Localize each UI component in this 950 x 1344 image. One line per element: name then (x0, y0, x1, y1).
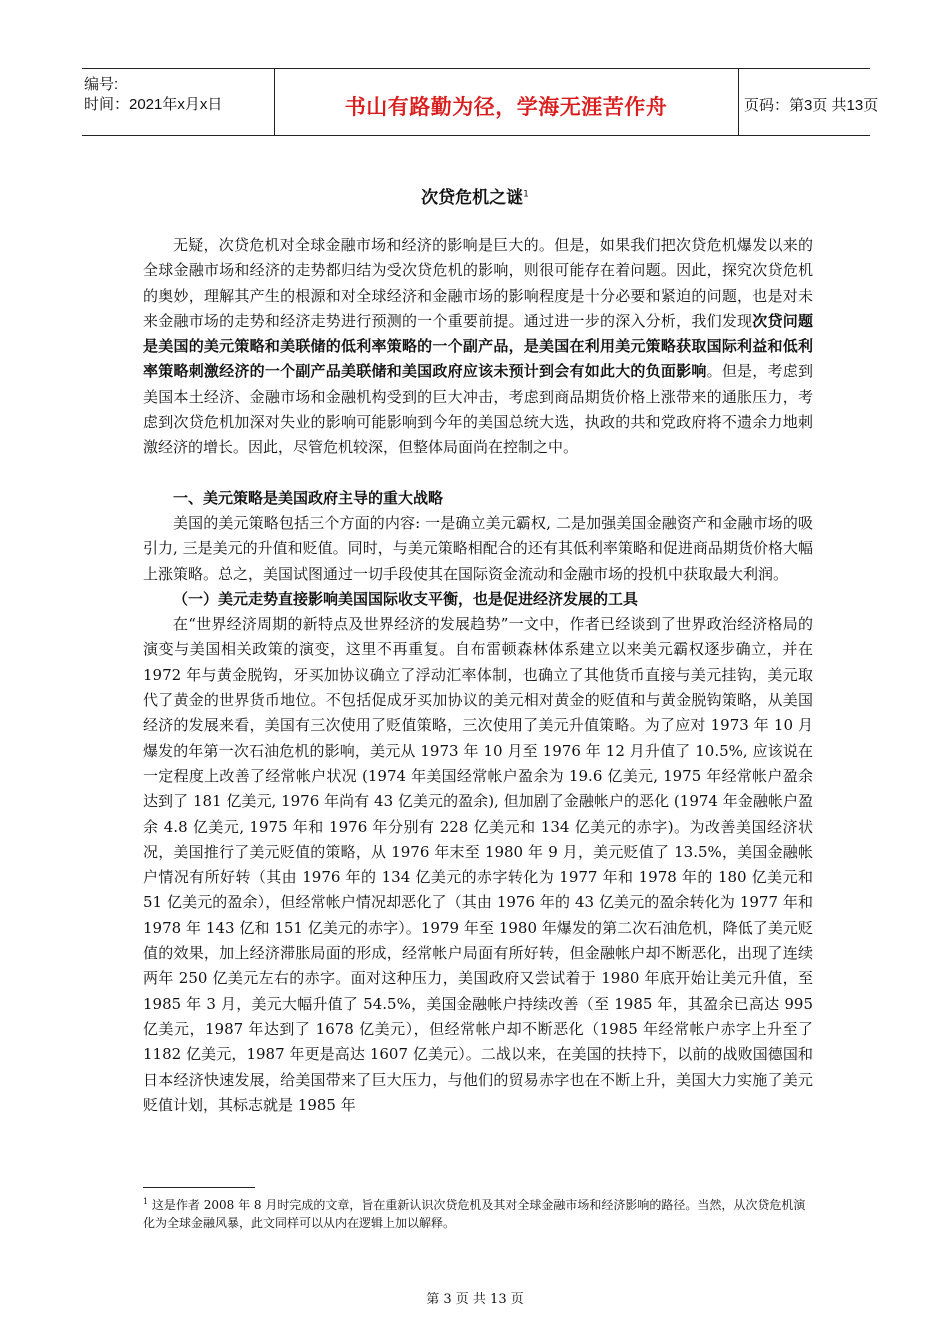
footnote (143, 1193, 808, 1232)
intro-bold: 次贷问题是美国的美元策略和美联储的低利率策略的一个副产品，是美国在利用美元策略获取国际利益和低利率策略刺激经济的一个副产品美联储和美国政府应该未预计到会有如此大的负面影响 (143, 311, 813, 381)
footnote-mark: 1 (143, 1197, 149, 1206)
page-header (82, 68, 879, 136)
section1-heading: 一、美元策略是美国政府主导的重大战略 (173, 488, 444, 507)
footnote-divider (143, 1187, 255, 1188)
header-meta-cell (82, 69, 275, 135)
header-page-label: 页码：第3页 共13页 (744, 97, 879, 114)
page-footer: 第 3 页 共 13 页 (426, 1292, 524, 1307)
header-motto-cell (274, 69, 739, 135)
title-footnote-mark: 1 (523, 189, 529, 200)
subsection1-heading: （一）美元走势直接影响美国国际收支平衡，也是促进经济发展的工具 (173, 589, 639, 608)
header-page-cell (738, 69, 879, 135)
subsection1-paragraph: 在“世界经济周期的新特点及世界经济的发展趋势”一文中，作者已经谈到了世界政治经济格局的演变与美国相关政策的演变，这里不再重复。自布雷顿森林体系建立以来美元霸权逐步确立，并在 1972 年与黄金脱钩，牙买加协议确立了浮动汇率体制，也确立了其他货币直接与美元挂钩，美元取代了黄金的世界货币地位。不包括促成牙买加协议的美元相对黄金的贬值和与黄金脱钩策略，从美国经济的发展来看，美国有三次使用了贬值策略，三次使用了美元升值策略。为了应对 1973 年 10 月爆发的年第一次石油危机的影响，美元从 1973 年 10 月至 1976 年 12 月升值了 10.5%, 应该说在一定程度上改善了经常帐户状况 (1974 年美国经常帐户盈余为 19.6 亿美元, 1975 年经常帐户盈余达到了 181 亿美元, 1976 年尚有 43 亿美元的盈余), 但加剧了金融帐户的恶化 (1974 年金融帐户盈余 4.8 亿美元, 1975 年和 1976 年分别有 228 亿美元和 134 亿美元的赤字)。为改善美国经济状况，美国推行了美元贬值的策略，从 1976 年末至 1980 年 9 月，美元贬值了 13.5%，美国金融帐户情况有所好转（其由 1976 年的 134 亿美元的赤字转化为 1977 年和 1978 年的 180 亿美元和 51 亿美元的盈余），但经常帐户情况却恶化了（其由 1976 年的 43 亿美元的盈余转化为 1977 年和 1978 年 143 亿和 151 亿美元的赤字）。1979 年至 1980 年爆发的第二次石油危机，降低了美元贬值的效果，加上经济滞胀局面的形成，经常帐户局面有所好转，但金融帐户却不断恶化，出现了连续两年 250 亿美元左右的赤字。面对这种压力，美国政府又尝试着于 1980 年底开始让美元升值，至 1985 年 3 月，美元大幅升值了 54.5%，美国金融帐户持续改善（至 1985 年，其盈余已高达 995 亿美元，1987 年达到了 1678 亿美元），但经常帐户却不断恶化（1985 年经常帐户赤字上升至了 1182 亿美元，1987 年更是高达 1607 亿美元）。二战以来，在美国的扶持下，以前的战败国德国和日本经济快速发展，给美国带来了巨大压力，与他们的贸易赤字也在不断上升，美国大力实施了美元贬值计划，其标志就是 1985 年 (143, 615, 813, 1114)
footnote-text: 这是作者 2008 年 8 月时完成的文章，旨在重新认识次贷危机及其对全球金融市场和经济影响的路径。当然，从次贷危机演化为全球金融风暴，此文同样可以从内在逻辑上加以解释。 (143, 1198, 806, 1230)
document-number-label: 编号: (84, 76, 119, 93)
document-title (0, 183, 950, 208)
intro-paragraph (143, 233, 813, 461)
document-body (143, 233, 813, 1118)
intro-part1: 无疑，次贷危机对全球金融市场和经济的影响是巨大的。但是，如果我们把次贷危机爆发以来的全球金融市场和经济的走势都归结为受次贷危机的影响，则很可能存在着问题。因此，探究次贷危机的奥妙，理解其产生的根源和对全球经济和金融市场的影响程度是十分必要和紧迫的问题，也是对未来金融市场的走势和经济走势进行预测的一个重要前提。通过进一步的深入分析，我们发现 (143, 236, 813, 330)
title-text: 次贷危机之谜 (421, 188, 524, 208)
header-motto: 书山有路勤为径，学海无涯苦作舟 (344, 95, 668, 119)
intro-part2: 。但是，考虑到美国本土经济、金融市场和金融机构受到的巨大冲击，考虑到商品期货价格上涨带来的通胀压力，考虑到次贷危机加深对失业的影响可能影响到今年的美国总统大选，执政的共和党政府将不遗余力地刺激经济的增长。因此，尽管危机较深，但整体局面尚在控制之中。 (143, 362, 813, 457)
document-date-label: 时间：2021年x月x日 (84, 96, 223, 113)
section1-paragraph: 美国的美元策略包括三个方面的内容: 一是确立美元霸权, 二是加强美国金融资产和金融市场的吸引力, 三是美元的升值和贬值。同时，与美元策略相配合的还有其低利率策略和促进商品期货价格大幅上涨策略。总之，美国试图通过一切手段使其在国际资金流动和金融市场的投机中获取最大利润。 (143, 513, 813, 583)
